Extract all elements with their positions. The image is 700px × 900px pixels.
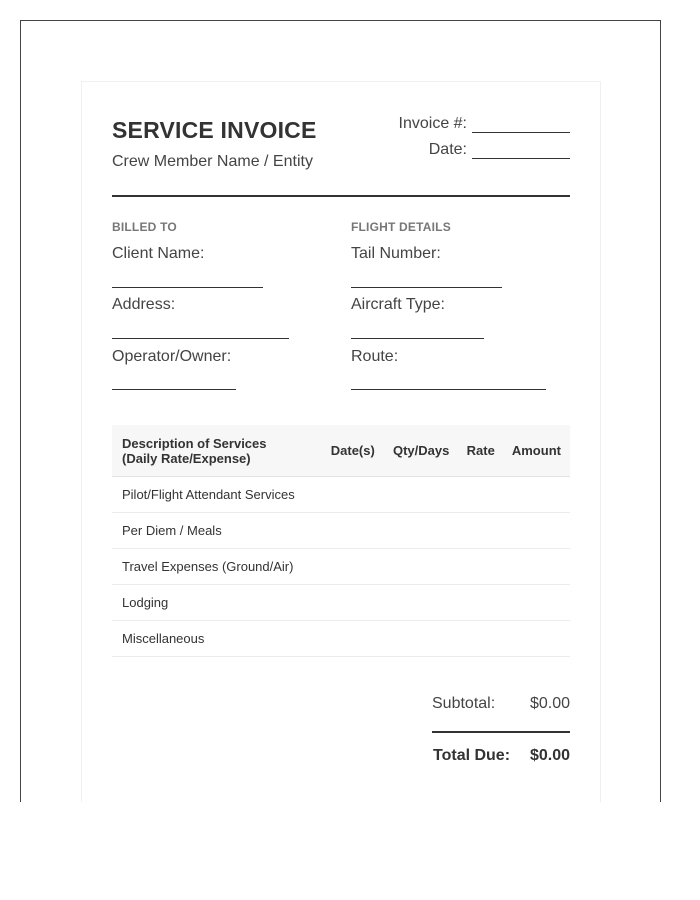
dates-column-header: Date(s) bbox=[322, 425, 384, 477]
route-label: Route: bbox=[351, 348, 399, 365]
description-column-header bbox=[112, 425, 322, 477]
table-row bbox=[112, 585, 570, 621]
subtotal-value: $0.00 bbox=[529, 695, 570, 712]
service-amount-cell[interactable] bbox=[503, 585, 570, 621]
operator-owner-field[interactable] bbox=[112, 389, 236, 390]
client-name-label: Client Name: bbox=[112, 245, 205, 262]
aircraft-type-label: Aircraft Type: bbox=[351, 296, 445, 313]
invoice-date-row bbox=[429, 141, 570, 159]
description-header-line1: Description of Services bbox=[122, 435, 267, 451]
service-description: Per Diem / Meals bbox=[112, 513, 322, 549]
amount-column-header: Amount bbox=[503, 425, 570, 477]
invoice-number-row bbox=[399, 115, 570, 133]
operator-owner-label: Operator/Owner: bbox=[112, 348, 232, 365]
invoice-title: SERVICE INVOICE bbox=[112, 117, 317, 143]
invoice-number-field[interactable] bbox=[472, 118, 570, 133]
aircraft-type-field[interactable] bbox=[351, 338, 484, 339]
address-label: Address: bbox=[112, 296, 176, 313]
invoice-date-label: Date: bbox=[428, 141, 467, 158]
service-rate-cell[interactable] bbox=[459, 477, 503, 513]
subtotal-label: Subtotal: bbox=[432, 695, 496, 712]
service-amount-cell[interactable] bbox=[503, 549, 570, 585]
billed-to-heading: BILLED TO bbox=[112, 220, 177, 234]
service-dates-cell[interactable] bbox=[322, 513, 384, 549]
total-due-value: $0.00 bbox=[529, 747, 570, 764]
header-divider bbox=[112, 195, 570, 197]
tail-number-field[interactable] bbox=[351, 287, 502, 288]
service-dates-cell[interactable] bbox=[322, 549, 384, 585]
service-rate-cell[interactable] bbox=[459, 585, 503, 621]
service-dates-cell[interactable] bbox=[322, 621, 384, 657]
service-qty-cell[interactable] bbox=[384, 585, 459, 621]
address-field[interactable] bbox=[112, 338, 289, 339]
tail-number-label: Tail Number: bbox=[351, 245, 441, 262]
service-description: Lodging bbox=[112, 585, 322, 621]
invoice-date-field[interactable] bbox=[472, 144, 570, 159]
total-due-label: Total Due: bbox=[433, 747, 511, 764]
service-qty-cell[interactable] bbox=[384, 477, 459, 513]
services-table-header-row bbox=[112, 425, 570, 477]
service-description: Pilot/Flight Attendant Services bbox=[112, 477, 322, 513]
total-divider bbox=[432, 731, 570, 733]
table-row bbox=[112, 621, 570, 657]
route-field[interactable] bbox=[351, 389, 546, 390]
service-description: Travel Expenses (Ground/Air) bbox=[112, 549, 322, 585]
flight-details-heading: FLIGHT DETAILS bbox=[351, 220, 451, 234]
service-qty-cell[interactable] bbox=[384, 621, 459, 657]
table-row bbox=[112, 477, 570, 513]
service-dates-cell[interactable] bbox=[322, 477, 384, 513]
qty-days-column-header: Qty/Days bbox=[384, 425, 459, 477]
invoice-number-label: Invoice #: bbox=[398, 115, 467, 132]
crew-member-subtitle: Crew Member Name / Entity bbox=[112, 153, 313, 170]
table-row bbox=[112, 513, 570, 549]
service-description: Miscellaneous bbox=[112, 621, 322, 657]
client-name-field[interactable] bbox=[112, 287, 263, 288]
service-amount-cell[interactable] bbox=[503, 477, 570, 513]
service-amount-cell[interactable] bbox=[503, 513, 570, 549]
service-qty-cell[interactable] bbox=[384, 549, 459, 585]
service-rate-cell[interactable] bbox=[459, 513, 503, 549]
rate-column-header: Rate bbox=[459, 425, 503, 477]
service-rate-cell[interactable] bbox=[459, 621, 503, 657]
service-rate-cell[interactable] bbox=[459, 549, 503, 585]
service-amount-cell[interactable] bbox=[503, 621, 570, 657]
services-table bbox=[112, 425, 570, 657]
service-qty-cell[interactable] bbox=[384, 513, 459, 549]
table-row bbox=[112, 549, 570, 585]
service-dates-cell[interactable] bbox=[322, 585, 384, 621]
description-header-line2: (Daily Rate/Expense) bbox=[122, 450, 251, 466]
